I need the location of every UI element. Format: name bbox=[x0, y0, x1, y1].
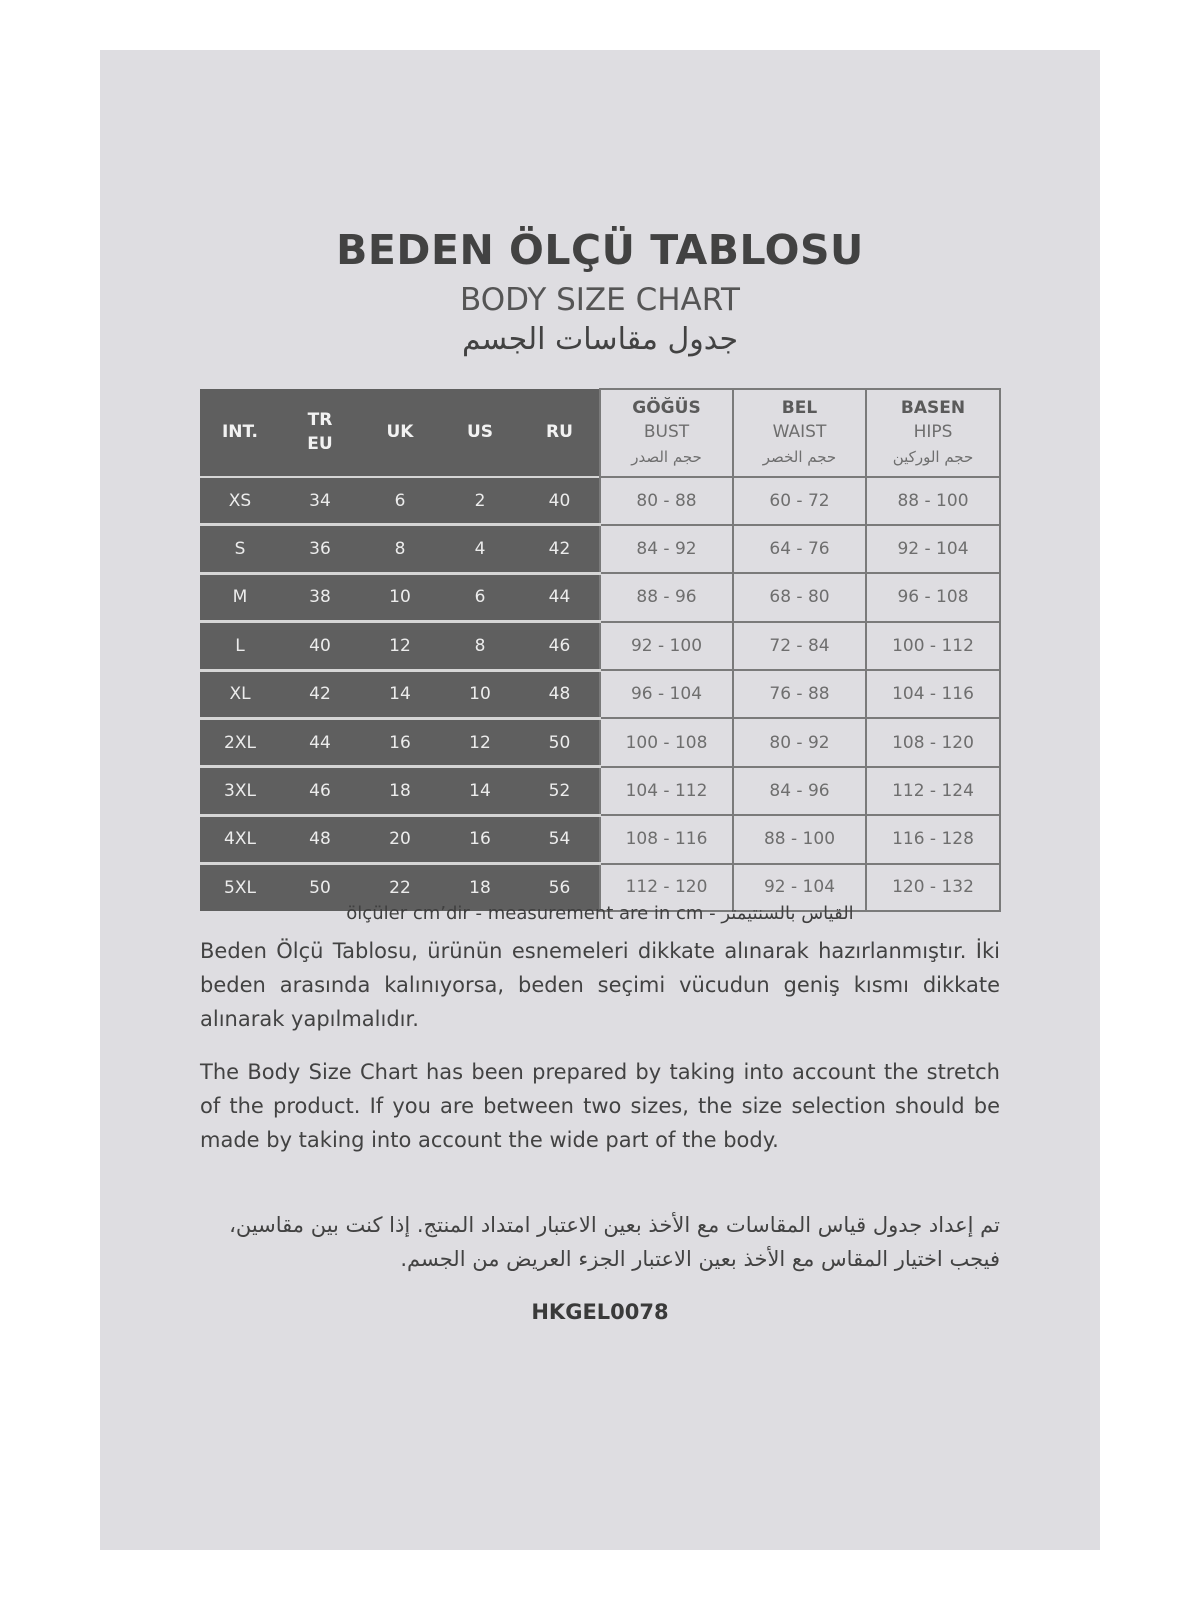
measurement-note: ölçüler cm’dir - measurement are in cm - القياس بالسنتيمتر bbox=[346, 903, 854, 924]
cell-hips: 92 - 104 bbox=[866, 525, 1000, 573]
cell-us: 4 bbox=[440, 525, 520, 573]
cell-bust: 92 - 100 bbox=[600, 622, 733, 670]
table-row bbox=[200, 622, 1000, 670]
cell-bust: 88 - 96 bbox=[600, 573, 733, 621]
cell-hips: 116 - 128 bbox=[866, 815, 1000, 863]
table-row bbox=[200, 815, 1000, 863]
cell-waist: 68 - 80 bbox=[733, 573, 866, 621]
cell-bust: 80 - 88 bbox=[600, 477, 733, 525]
cell-ru: 50 bbox=[520, 718, 600, 766]
cell-tr-eu: 36 bbox=[280, 525, 360, 573]
cell-int: 5XL bbox=[200, 864, 280, 911]
cell-bust: 108 - 116 bbox=[600, 815, 733, 863]
cell-int: M bbox=[200, 573, 280, 621]
header-tr-eu bbox=[280, 389, 360, 477]
cell-hips: 120 - 132 bbox=[866, 864, 1000, 911]
page-subtitle: BODY SIZE CHART bbox=[460, 282, 740, 318]
cell-us: 8 bbox=[440, 622, 520, 670]
table-row bbox=[200, 718, 1000, 766]
cell-waist: 64 - 76 bbox=[733, 525, 866, 573]
cell-tr-eu: 42 bbox=[280, 670, 360, 718]
page-subtitle-arabic: جدول مقاسات الجسم bbox=[461, 322, 739, 357]
cell-us: 18 bbox=[440, 864, 520, 911]
cell-us: 16 bbox=[440, 815, 520, 863]
cell-waist: 60 - 72 bbox=[733, 477, 866, 525]
cell-int: XS bbox=[200, 477, 280, 525]
table-row bbox=[200, 670, 1000, 718]
cell-uk: 14 bbox=[360, 670, 440, 718]
cell-ru: 46 bbox=[520, 622, 600, 670]
cell-int: 3XL bbox=[200, 767, 280, 815]
cell-uk: 6 bbox=[360, 477, 440, 525]
cell-us: 12 bbox=[440, 718, 520, 766]
header-hips-ar: حجم الوركين bbox=[892, 448, 974, 466]
header-bust bbox=[600, 389, 733, 477]
cell-hips: 108 - 120 bbox=[866, 718, 1000, 766]
header-hips-tr: BASEN bbox=[900, 398, 966, 418]
table-row bbox=[200, 525, 1000, 573]
cell-int: XL bbox=[200, 670, 280, 718]
cell-waist: 72 - 84 bbox=[733, 622, 866, 670]
header-bust-ar: حجم الصدر bbox=[631, 448, 702, 466]
cell-tr-eu: 46 bbox=[280, 767, 360, 815]
cell-tr-eu: 34 bbox=[280, 477, 360, 525]
size-table bbox=[200, 388, 1001, 912]
cell-ru: 40 bbox=[520, 477, 600, 525]
cell-int: L bbox=[200, 622, 280, 670]
cell-us: 14 bbox=[440, 767, 520, 815]
header-hips bbox=[866, 389, 1000, 477]
header-waist bbox=[733, 389, 866, 477]
header-tr: TR bbox=[307, 409, 333, 430]
cell-uk: 20 bbox=[360, 815, 440, 863]
cell-ru: 42 bbox=[520, 525, 600, 573]
cell-tr-eu: 44 bbox=[280, 718, 360, 766]
header-bust-tr: GÖĞÜS bbox=[632, 398, 701, 418]
cell-uk: 8 bbox=[360, 525, 440, 573]
header-ru: RU bbox=[520, 389, 600, 477]
table-row bbox=[200, 477, 1000, 525]
cell-ru: 54 bbox=[520, 815, 600, 863]
header-bust-en: BUST bbox=[643, 422, 690, 442]
header-uk: UK bbox=[360, 389, 440, 477]
table-row bbox=[200, 573, 1000, 621]
cell-waist: 80 - 92 bbox=[733, 718, 866, 766]
cell-uk: 22 bbox=[360, 864, 440, 911]
cell-ru: 44 bbox=[520, 573, 600, 621]
cell-bust: 104 - 112 bbox=[600, 767, 733, 815]
description-turkish: Beden Ölçü Tablosu, ürünün esnemeleri dikkate alınarak hazırlanmıştır. İki beden arasında kalınıyorsa, beden seçimi vücudun geniş kısmı dikkate alınarak yapılmalıdır. bbox=[200, 939, 1000, 1031]
cell-hips: 88 - 100 bbox=[866, 477, 1000, 525]
cell-waist: 76 - 88 bbox=[733, 670, 866, 718]
cell-tr-eu: 50 bbox=[280, 864, 360, 911]
page-title: BEDEN ÖLÇÜ TABLOSU bbox=[336, 226, 864, 274]
cell-ru: 56 bbox=[520, 864, 600, 911]
cell-us: 6 bbox=[440, 573, 520, 621]
cell-int: 2XL bbox=[200, 718, 280, 766]
cell-waist: 92 - 104 bbox=[733, 864, 866, 911]
cell-int: 4XL bbox=[200, 815, 280, 863]
cell-tr-eu: 38 bbox=[280, 573, 360, 621]
cell-hips: 100 - 112 bbox=[866, 622, 1000, 670]
product-code: HKGEL0078 bbox=[531, 1300, 669, 1324]
header-us: US bbox=[440, 389, 520, 477]
cell-uk: 10 bbox=[360, 573, 440, 621]
cell-uk: 12 bbox=[360, 622, 440, 670]
cell-waist: 84 - 96 bbox=[733, 767, 866, 815]
cell-hips: 112 - 124 bbox=[866, 767, 1000, 815]
cell-us: 2 bbox=[440, 477, 520, 525]
description-english: The Body Size Chart has been prepared by taking into account the stretch of the product. If you are between two sizes, the size selection should be made by taking into account the wide part of the body. bbox=[200, 1060, 1000, 1152]
size-chart-card bbox=[100, 50, 1100, 1550]
description-arabic: تم إعداد جدول قياس المقاسات مع الأخذ بعين الاعتبار امتداد المنتج. إذا كنت بين مقاسين، فيجب اختيار المقاس مع الأخذ بعين الاعتبار الجزء العريض من الجسم. bbox=[229, 1213, 1000, 1271]
cell-uk: 16 bbox=[360, 718, 440, 766]
cell-waist: 88 - 100 bbox=[733, 815, 866, 863]
cell-bust: 84 - 92 bbox=[600, 525, 733, 573]
cell-bust: 112 - 120 bbox=[600, 864, 733, 911]
header-int: INT. bbox=[200, 389, 280, 477]
cell-uk: 18 bbox=[360, 767, 440, 815]
header-waist-en: WAIST bbox=[772, 422, 827, 442]
cell-hips: 104 - 116 bbox=[866, 670, 1000, 718]
header-waist-ar: حجم الخصر bbox=[762, 448, 837, 466]
cell-tr-eu: 40 bbox=[280, 622, 360, 670]
cell-int: S bbox=[200, 525, 280, 573]
header-waist-tr: BEL bbox=[781, 398, 818, 418]
cell-ru: 52 bbox=[520, 767, 600, 815]
table-row bbox=[200, 767, 1000, 815]
header-hips-en: HIPS bbox=[913, 422, 953, 442]
cell-hips: 96 - 108 bbox=[866, 573, 1000, 621]
cell-us: 10 bbox=[440, 670, 520, 718]
header-eu: EU bbox=[307, 433, 333, 454]
cell-bust: 96 - 104 bbox=[600, 670, 733, 718]
cell-bust: 100 - 108 bbox=[600, 718, 733, 766]
table-header-row bbox=[200, 389, 1000, 477]
cell-tr-eu: 48 bbox=[280, 815, 360, 863]
cell-ru: 48 bbox=[520, 670, 600, 718]
